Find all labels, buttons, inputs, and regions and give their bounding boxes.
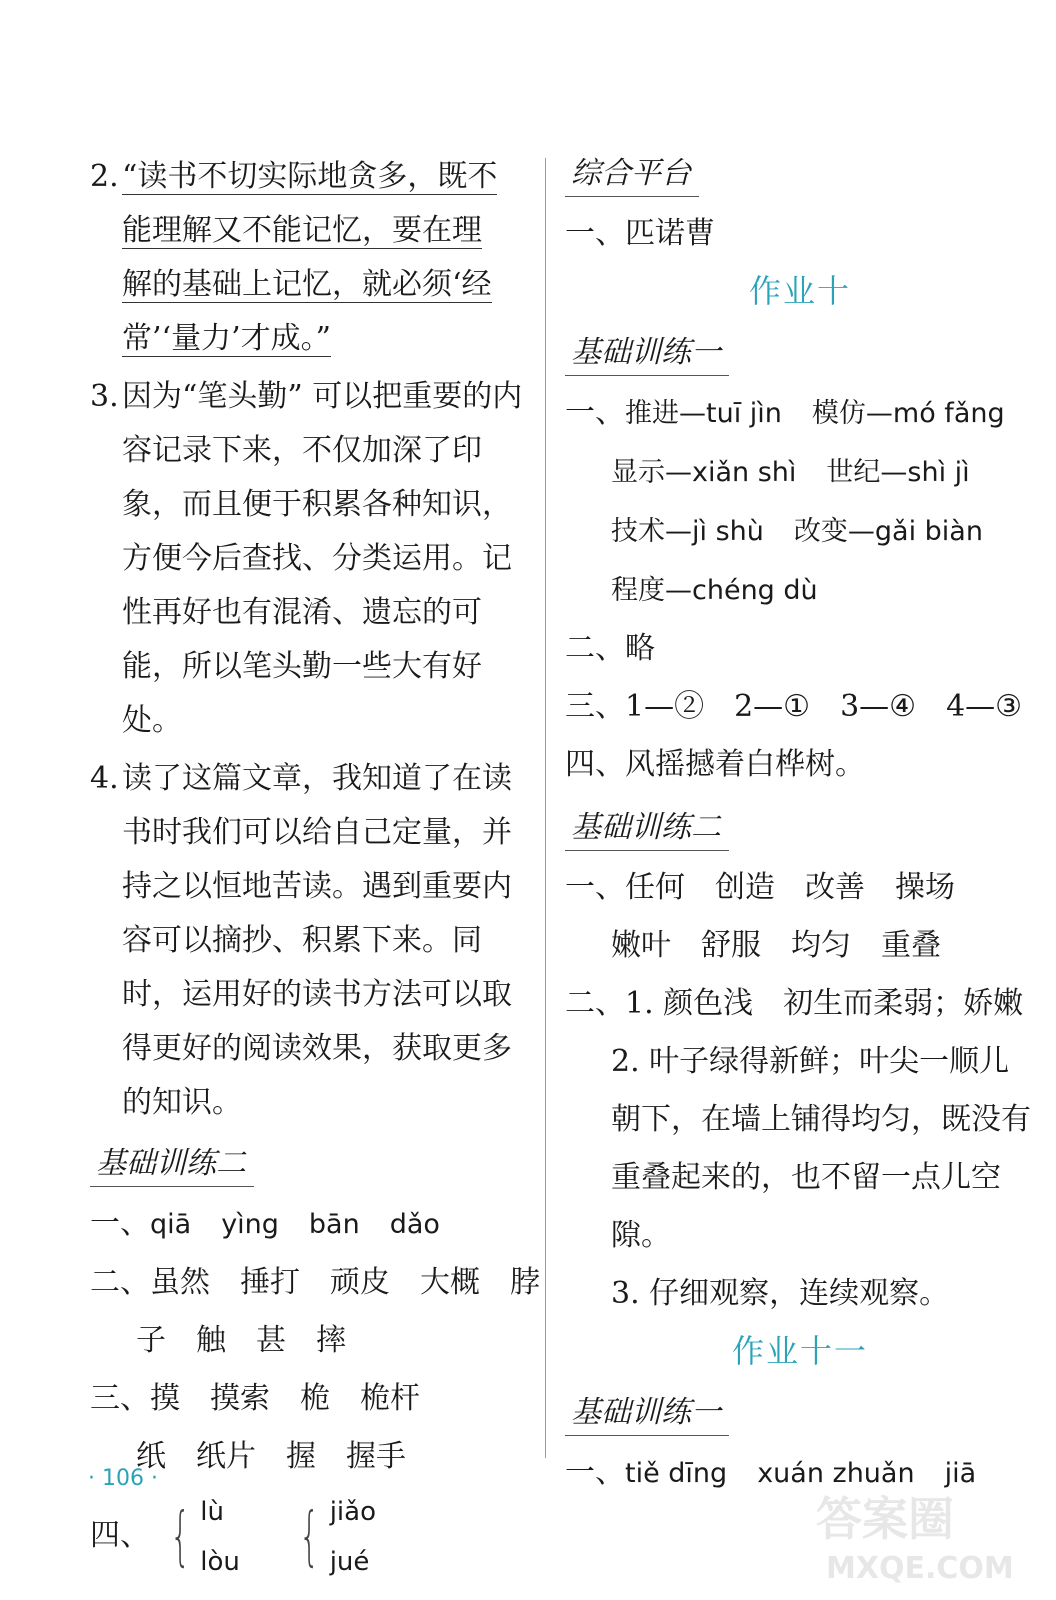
watermark-logo [806, 1480, 1036, 1590]
answer-line-2-cont: 子 触 甚 摔 [136, 1323, 346, 1358]
page-number: · 106 · [88, 1466, 158, 1491]
left-column [90, 150, 540, 1587]
section-heading: 综合平台 [565, 154, 699, 197]
platform-answer: 一、匹诺曹 [565, 216, 715, 251]
quote-line: 能理解又不能记忆，要在理 [122, 213, 482, 248]
homework-title: 作业十 [748, 272, 851, 310]
column-divider [545, 158, 546, 1458]
item-body [122, 150, 540, 366]
homework-title: 作业十一 [731, 1332, 868, 1370]
hw10-s1-line-1d: 程度—chéng dù [611, 575, 818, 606]
svg-text:答案圈: 答案圈 [816, 1492, 954, 1546]
item-number: 2. [90, 159, 119, 194]
answer-item-3 [90, 370, 540, 748]
answer-item-4 [90, 752, 540, 1130]
answer-line-2: 二、虽然 捶打 顽皮 大概 脖 [90, 1265, 540, 1300]
hw10-s1-line-1: 一、推进—tuī jìn 模仿—mó fǎng [565, 395, 1005, 430]
section-heading: 基础训练一 [565, 1393, 729, 1436]
answer-item-2 [90, 150, 540, 366]
pinyin-brace-group: { lù lòu [169, 1497, 240, 1577]
item-number: 4. [90, 761, 119, 796]
hw10-s1-line-1c: 技术—jì shù 改变—gǎi biàn [611, 516, 983, 547]
hw10-s2-line-1b: 嫩叶 舒服 均匀 重叠 [611, 928, 941, 963]
right-column [565, 150, 1035, 1503]
item-number: 3. [90, 379, 119, 414]
answer-line-3: 三、摸 摸索 桅 桅杆 [90, 1381, 420, 1416]
item-body: 读了这篇文章，我知道了在读书时我们可以给自己定量，并持之以恒地苦读。遇到重要内容可以摘抄、积累下来。同时，运用好的读书方法可以取得更好的阅读效果，获取更多的知识。 [122, 761, 512, 1120]
hw11-s1-line-1: 一、tiě dīng xuán zhuǎn jiā [565, 1455, 977, 1490]
answer-line-3-cont: 纸 纸片 握 握手 [136, 1439, 406, 1474]
pinyin-brace-group: { jiǎo jué [299, 1497, 376, 1577]
section-heading: 基础训练二 [565, 808, 729, 851]
section-heading: 基础训练一 [565, 333, 729, 376]
hw10-s1-line-3: 三、1—② 2—① 3—④ 4—③ [565, 689, 1023, 724]
answer-line-4: 四、 { lù lòu { jiǎo jué [90, 1486, 540, 1587]
answer-line-1: 一、qiā yìng bān dǎo [90, 1206, 440, 1241]
section-heading: 基础训练二 [90, 1144, 254, 1187]
hw10-s1-line-2: 二、略 [565, 631, 655, 666]
hw10-s1-line-1b: 显示—xiǎn shì 世纪—shì jì [611, 457, 970, 488]
quote-line: 常’‘量力’才成。” [122, 321, 331, 356]
left-brace-icon: { [299, 1500, 320, 1574]
left-brace-icon: { [169, 1500, 191, 1574]
quote-line: 解的基础上记忆，就必须‘经 [122, 267, 492, 302]
quote-line: “读书不切实际地贪多，既不 [122, 159, 498, 194]
hw10-s2-line-1: 一、任何 创造 改善 操场 [565, 870, 955, 905]
hw10-s2-line-2: 二、1. 颜色浅 初生而柔弱；娇嫩 [565, 986, 1024, 1021]
hw10-s2-line-2-3: 3. 仔细观察，连续观察。 [611, 1276, 950, 1311]
hw10-s2-line-2-2: 2. 叶子绿得新鲜；叶尖一顺儿朝下，在墙上铺得均匀，既没有重叠起来的，也不留一点儿空隙。 [611, 1044, 1031, 1253]
svg-text:MXQE.COM: MXQE.COM [826, 1551, 1014, 1586]
hw10-s1-line-4: 四、风摇撼着白桦树。 [565, 747, 865, 782]
item-body: 因为“笔头勤” 可以把重要的内容记录下来，不仅加深了印象，而且便于积累各种知识，方便今后查找、分类运用。记性再好也有混淆、遗忘的可能，所以笔头勤一些大有好处。 [122, 379, 523, 738]
